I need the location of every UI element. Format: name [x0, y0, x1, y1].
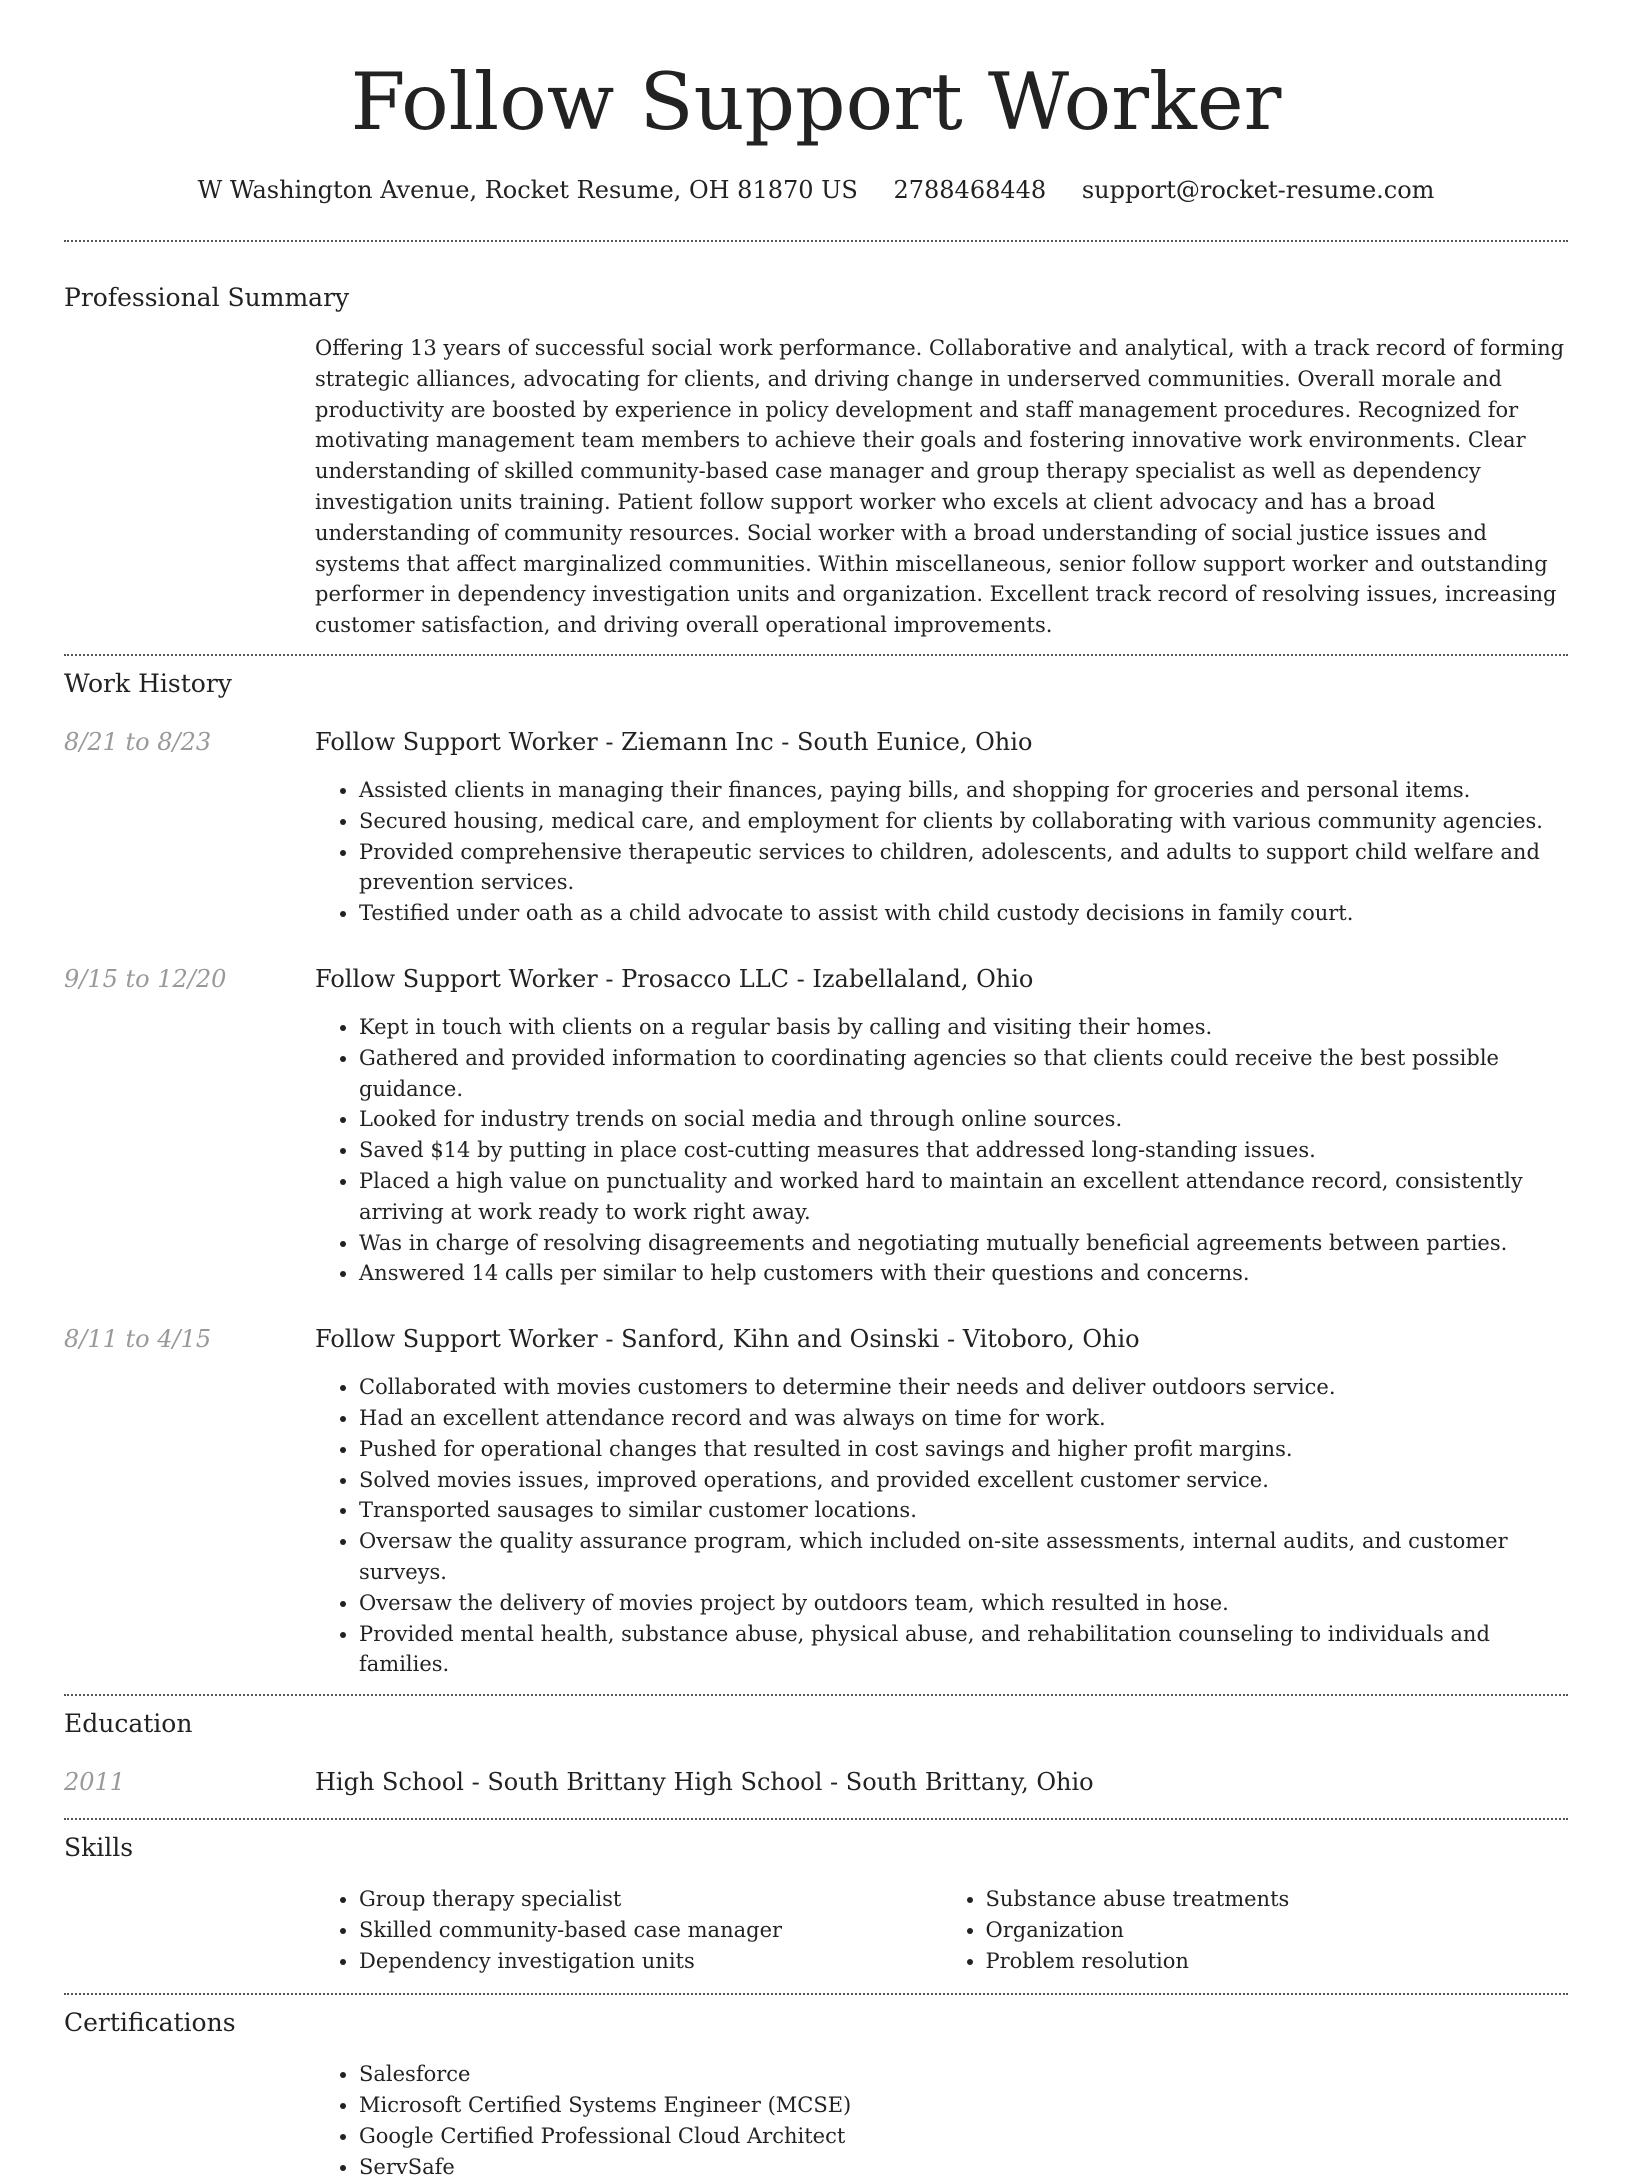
job-bullets	[315, 1372, 1568, 1680]
list-item: • Google Certified Professional Cloud Architect	[359, 2121, 1568, 2152]
list-item: • Placed a high value on punctuality and worked hard to maintain an excellent attendance record, consistently arriving at work ready to work right away.	[359, 1166, 1568, 1228]
list-item: • Saved $14 by putting in place cost-cutting measures that addressed long-standing issues.	[359, 1135, 1568, 1166]
list-item: • Pushed for operational changes that resulted in cost savings and higher profit margins.	[359, 1434, 1568, 1465]
list-item: • Oversaw the delivery of movies project by outdoors team, which resulted in hose.	[359, 1588, 1568, 1619]
job-title: Follow Support Worker - Ziemann Inc - South Eunice, Ohio	[315, 727, 1033, 756]
certifications-list	[315, 2059, 1568, 2182]
skills-heading: Skills	[64, 1833, 134, 1863]
certifications-heading: Certifications	[64, 2008, 236, 2038]
section-divider	[64, 1818, 1568, 1820]
list-item: • Transported sausages to similar customer locations.	[359, 1495, 1568, 1526]
list-item: • Provided comprehensive therapeutic services to children, adolescents, and adults to support child welfare and prevention services.	[359, 837, 1568, 899]
education-entry	[64, 1766, 1568, 1798]
job-date: 8/21 to 8/23	[64, 727, 212, 756]
job-entry	[64, 726, 1568, 929]
list-item: • Substance abuse treatments	[986, 1884, 1569, 1915]
job-entry	[64, 1323, 1568, 1680]
section-divider	[64, 240, 1568, 242]
skills-list-right	[942, 1884, 1569, 1976]
list-item: • Looked for industry trends on social media and through online sources.	[359, 1104, 1568, 1135]
education-title: High School - South Brittany High School - South Brittany, Ohio	[315, 1768, 1094, 1797]
section-divider	[64, 1694, 1568, 1696]
list-item: • Skilled community-based case manager	[359, 1915, 942, 1946]
list-item: • Group therapy specialist	[359, 1884, 942, 1915]
list-item: • Dependency investigation units	[359, 1946, 942, 1977]
contact-phone: 2788468448	[893, 176, 1047, 204]
list-item: • Collaborated with movies customers to determine their needs and deliver outdoors service.	[359, 1372, 1568, 1403]
job-date: 8/11 to 4/15	[64, 1325, 212, 1354]
education-date: 2011	[64, 1768, 126, 1797]
skills-grid	[315, 1884, 1568, 1976]
job-title: Follow Support Worker - Sanford, Kihn and Osinski - Vitoboro, Ohio	[315, 1325, 1140, 1354]
job-date: 9/15 to 12/20	[64, 964, 227, 993]
list-item: • Gathered and provided information to coordinating agencies so that clients could receive the best possible guidance.	[359, 1043, 1568, 1105]
list-item: • Answered 14 calls per similar to help customers with their questions and concerns.	[359, 1258, 1568, 1289]
list-item: • Testified under oath as a child advocate to assist with child custody decisions in family court.	[359, 898, 1568, 929]
section-divider	[64, 1993, 1568, 1995]
job-bullets	[315, 1012, 1568, 1289]
list-item: • Solved movies issues, improved operations, and provided excellent customer service.	[359, 1465, 1568, 1496]
list-item: • Organization	[986, 1915, 1569, 1946]
list-item: • Problem resolution	[986, 1946, 1569, 1977]
summary-heading: Professional Summary	[64, 283, 350, 312]
list-item: • Assisted clients in managing their finances, paying bills, and shopping for groceries and personal items.	[359, 775, 1568, 806]
list-item: • Had an excellent attendance record and was always on time for work.	[359, 1403, 1568, 1434]
list-item: • Salesforce	[359, 2059, 1568, 2090]
job-bullets	[315, 775, 1568, 929]
list-item: • Provided mental health, substance abuse, physical abuse, and rehabilitation counseling to individuals and families.	[359, 1619, 1568, 1681]
job-title: Follow Support Worker - Prosacco LLC - Izabellaland, Ohio	[315, 964, 1034, 993]
list-item: • Oversaw the quality assurance program, which included on-site assessments, internal audits, and customer surveys.	[359, 1526, 1568, 1588]
job-entry	[64, 963, 1568, 1289]
list-item: • Kept in touch with clients on a regular basis by calling and visiting their homes.	[359, 1012, 1568, 1043]
contact-line	[64, 174, 1568, 206]
skills-list-left	[315, 1884, 942, 1976]
section-divider	[64, 654, 1568, 656]
contact-address: W Washington Avenue, Rocket Resume, OH 81870 US	[197, 176, 858, 204]
education-heading: Education	[64, 1709, 193, 1739]
candidate-name: Follow Support Worker	[350, 56, 1282, 148]
list-item: • ServSafe	[359, 2152, 1568, 2183]
summary-text: Offering 13 years of successful social work performance. Collaborative and analytical, with a track record of forming strategic alliances, advocating for clients, and driving change in underserved communities. Overall morale and productivity are boosted by experience in policy development and staff management procedures. Recognized for motivating management team members to achieve their goals and fostering innovative work environments. Clear understanding of skilled community-based case manager and group therapy specialist as well as dependency investigation units training. Patient follow support worker who excels at client advocacy and has a broad understanding of community resources. Social worker with a broad understanding of social justice issues and systems that affect marginalized communities. Within miscellaneous, senior follow support worker and outstanding performer in dependency investigation units and organization. Excellent track record of resolving issues, increasing customer satisfaction, and driving overall operational improvements.	[315, 336, 1565, 638]
list-item: • Was in charge of resolving disagreements and negotiating mutually beneficial agreements between parties.	[359, 1228, 1568, 1259]
contact-email: support@rocket-resume.com	[1081, 176, 1435, 204]
work-history-heading: Work History	[64, 668, 232, 698]
list-item: • Secured housing, medical care, and employment for clients by collaborating with various community agencies.	[359, 806, 1568, 837]
list-item: • Microsoft Certified Systems Engineer (MCSE)	[359, 2090, 1568, 2121]
